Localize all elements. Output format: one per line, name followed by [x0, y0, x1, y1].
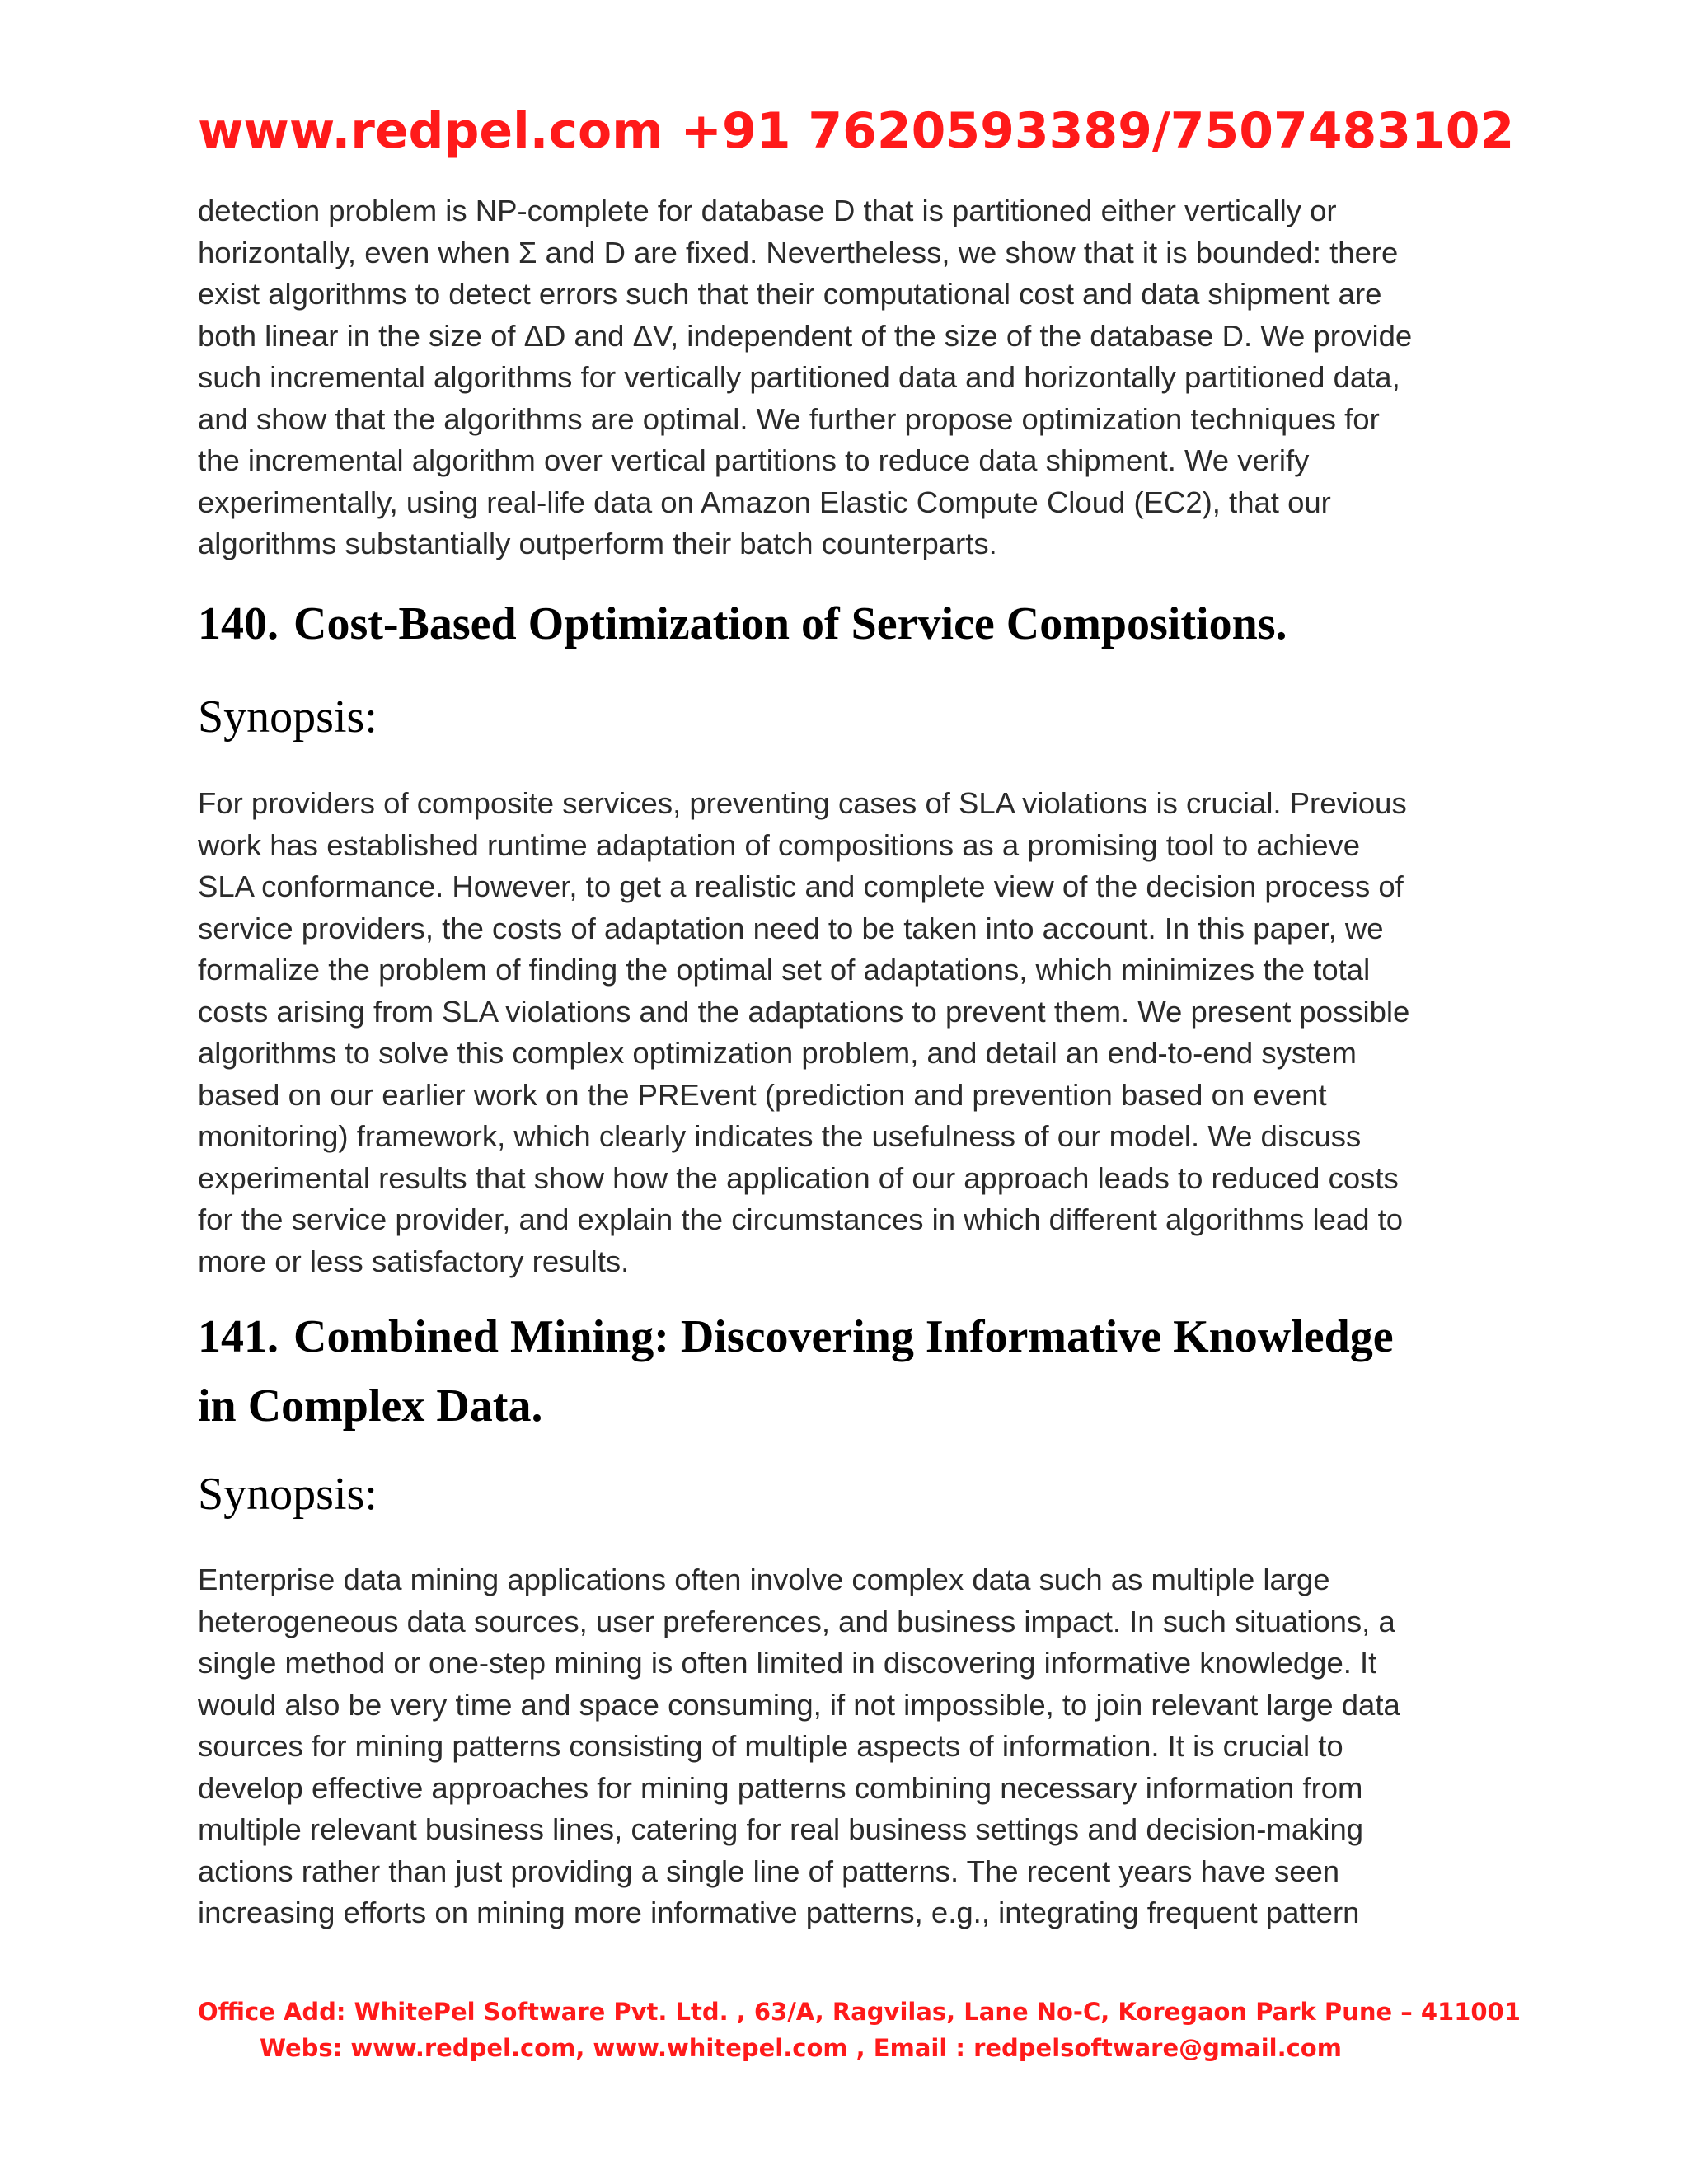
- paragraph-line: algorithms substantially outperform their batch counterparts.: [198, 527, 997, 560]
- paragraph-line: horizontally, even when Σ and D are fixed. Nevertheless, we show that it is bounded: there: [198, 235, 1399, 269]
- paragraph-line: heterogeneous data sources, user preferences, and business impact. In such situations, a: [198, 1604, 1395, 1638]
- paragraph-line: actions rather than just providing a single line of patterns. The recent years have seen: [198, 1854, 1340, 1888]
- section-140-synopsis-label: Synopsis:: [198, 691, 377, 743]
- paragraph-line: monitoring) framework, which clearly indicates the usefulness of our model. We discuss: [198, 1119, 1362, 1153]
- paragraph-line: the incremental algorithm over vertical partitions to reduce data shipment. We verify: [198, 443, 1310, 477]
- paragraph-line: multiple relevant business lines, catering for real business settings and decision-making: [198, 1812, 1364, 1846]
- paragraph-line: for the service provider, and explain the circumstances in which different algorithms lead to: [198, 1202, 1404, 1236]
- paragraph-line: based on our earlier work on the PREvent (prediction and prevention based on event: [198, 1077, 1327, 1112]
- section-title-line2: in Complex Data.: [198, 1380, 543, 1432]
- paragraph-line: exist algorithms to detect errors such that their computational cost and data shipment are: [198, 277, 1382, 311]
- paragraph-line: would also be very time and space consuming, if not impossible, to join relevant large data: [198, 1687, 1400, 1722]
- paragraph-line: For providers of composite services, preventing cases of SLA violations is crucial. Previous: [198, 786, 1407, 820]
- paragraph-line: such incremental algorithms for vertically partitioned data and horizontally partitioned data,: [198, 360, 1400, 394]
- paragraph-line: both linear in the size of ΔD and ΔV, independent of the size of the database D. We provide: [198, 318, 1413, 353]
- section-141-paragraph: [198, 1559, 1484, 1934]
- section-number: 140.: [198, 598, 279, 649]
- paragraph-line: experimental results that show how the application of our approach leads to reduced costs: [198, 1160, 1399, 1195]
- section-140-heading: [198, 589, 1287, 658]
- paragraph-line: costs arising from SLA violations and the adaptations to prevent them. We present possible: [198, 994, 1410, 1029]
- paragraph-line: develop effective approaches for mining patterns combining necessary information from: [198, 1770, 1363, 1805]
- paragraph-line: work has established runtime adaptation of compositions as a promising tool to achieve: [198, 827, 1361, 862]
- paragraph-line: service providers, the costs of adaptation need to be taken into account. In this paper, we: [198, 911, 1384, 945]
- paragraph-line: algorithms to solve this complex optimization problem, and detail an end-to-end system: [198, 1036, 1357, 1070]
- section-number: 141.: [198, 1311, 279, 1362]
- paragraph-line: and show that the algorithms are optimal. We further propose optimization techniques for: [198, 401, 1380, 436]
- paragraph-line: more or less satisfactory results.: [198, 1244, 630, 1278]
- paragraph-line: Enterprise data mining applications often involve complex data such as multiple large: [198, 1563, 1330, 1596]
- paragraph-line: sources for mining patterns consisting of multiple aspects of information. It is crucial to: [198, 1729, 1343, 1763]
- paragraph-line: increasing efforts on mining more informative patterns, e.g., integrating frequent pattern: [198, 1896, 1360, 1929]
- paragraph-line: experimentally, using real-life data on Amazon Elastic Compute Cloud (EC2), that our: [198, 485, 1331, 519]
- footer-webs: Webs: www.redpel.com, www.whitepel.com , Email : redpelsoftware@gmail.com: [260, 2034, 1342, 2062]
- section-title: Cost-Based Optimization of Service Compositions.: [293, 598, 1287, 649]
- section-141-heading: [198, 1302, 1394, 1441]
- section-141-synopsis-label: Synopsis:: [198, 1469, 377, 1520]
- section-140-paragraph: [198, 783, 1484, 1282]
- header-contact-line: www.redpel.com +91 7620593389/7507483102: [198, 102, 1515, 160]
- footer-address: Office Add: WhitePel Software Pvt. Ltd. , 63/A, Ragvilas, Lane No-C, Koregaon Park Pune – 411001: [198, 1998, 1521, 2026]
- paragraph-line: single method or one-step mining is often limited in discovering informative knowledge. It: [198, 1646, 1377, 1680]
- paragraph-line: detection problem is NP-complete for database D that is partitioned either vertically or: [198, 194, 1337, 227]
- section-title-line1: Combined Mining: Discovering Informative Knowledge: [293, 1311, 1394, 1362]
- paragraph-line: SLA conformance. However, to get a realistic and complete view of the decision process of: [198, 869, 1404, 903]
- intro-paragraph: [198, 190, 1484, 565]
- paragraph-line: formalize the problem of finding the optimal set of adaptations, which minimizes the total: [198, 953, 1371, 987]
